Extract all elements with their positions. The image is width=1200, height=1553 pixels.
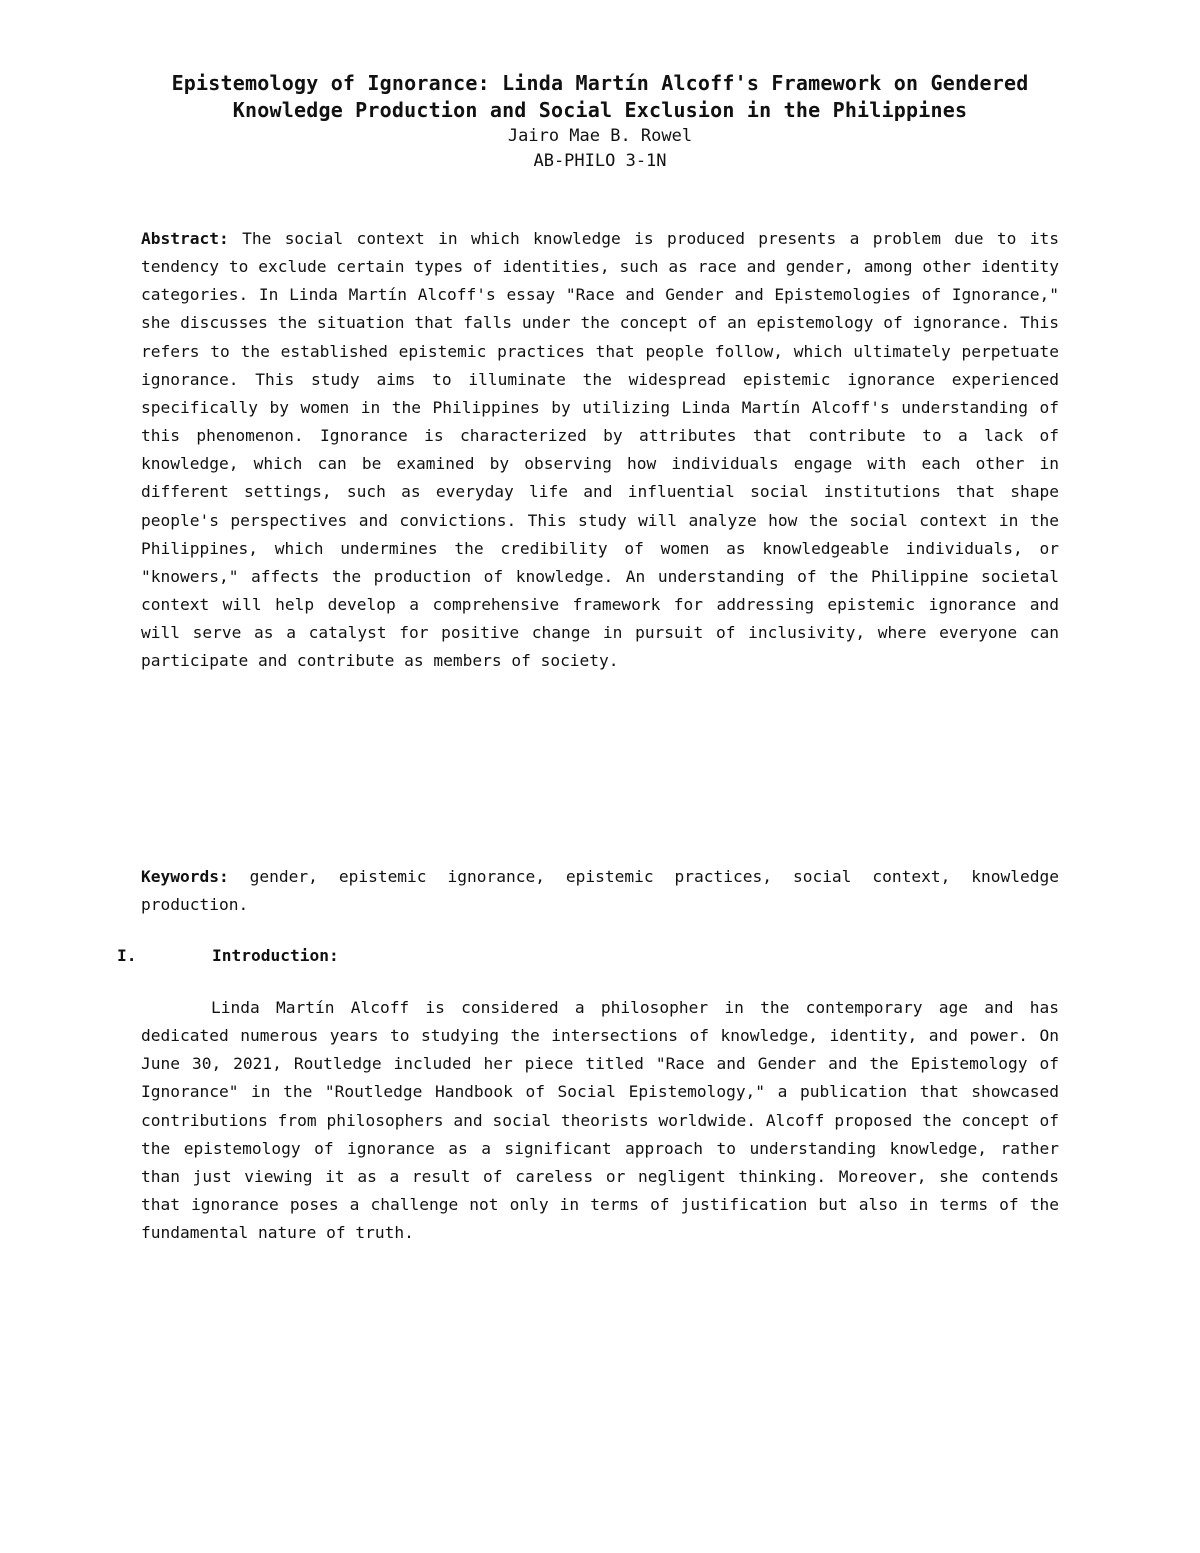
keywords-label: Keywords: <box>141 867 229 886</box>
paper-title: Epistemology of Ignorance: Linda Martín Alcoff's Framework on Gendered Knowledge Production and Social Exclusion in the Philippines <box>171 71 1029 122</box>
section-title: Introduction: <box>212 946 339 965</box>
abstract-paragraph <box>141 225 1059 676</box>
abstract-label: Abstract: <box>141 229 229 248</box>
author-name: Jairo Mae B. Rowel <box>507 126 693 146</box>
keywords-paragraph <box>141 863 1059 919</box>
title-block <box>140 70 1060 174</box>
introduction-paragraph: Linda Martín Alcoff is considered a philosopher in the contemporary age and has dedicated numerous years to studying the intersections of knowledge, identity, and power. On June 30, 2021, Routledge included her piece titled "Race and Gender and the Epistemology of Ignorance" in the "Routledge Handbook of Social Epistemology," a publication that showcased contributions from philosophers and social theorists worldwide. Alcoff proposed the concept of the epistemology of ignorance as a significant approach to understanding knowledge, rather than just viewing it as a result of careless or negligent thinking. Moreover, she contends that ignorance poses a challenge not only in terms of justification but also in terms of the fundamental nature of truth. <box>141 998 1059 1243</box>
section-number: I. <box>117 946 137 965</box>
course-section: AB-PHILO 3-1N <box>533 151 667 171</box>
keywords-text: gender, epistemic ignorance, epistemic practices, social context, knowledge production. <box>141 867 1059 915</box>
abstract-text: The social context in which knowledge is produced presents a problem due to its tendency to exclude certain types of identities, such as race and gender, among other identity categories. In Linda Martín Alcoff's essay "Race and Gender and Epistemologies of Ignorance," she discusses the situation that falls under the concept of an epistemology of ignorance. This refers to the established epistemic practices that people follow, which ultimately perpetuate ignorance. This study aims to illuminate the widespread epistemic ignorance experienced specifically by women in the Philippines by utilizing Linda Martín Alcoff's understanding of this phenomenon. Ignorance is characterized by attributes that contribute to a lack of knowledge, which can be examined by observing how individuals engage with each other in different settings, such as everyday life and influential social institutions that shape people's perspectives and convictions. This study will analyze how the social context in the Philippines, which undermines the credibility of women as knowledgeable individuals, or "knowers," affects the production of knowledge. An understanding of the Philippine societal context will help develop a comprehensive framework for addressing epistemic ignorance and will serve as a catalyst for positive change in pursuit of inclusivity, where everyone can participate and contribute as members of society. <box>141 229 1059 671</box>
section-heading <box>117 942 717 970</box>
